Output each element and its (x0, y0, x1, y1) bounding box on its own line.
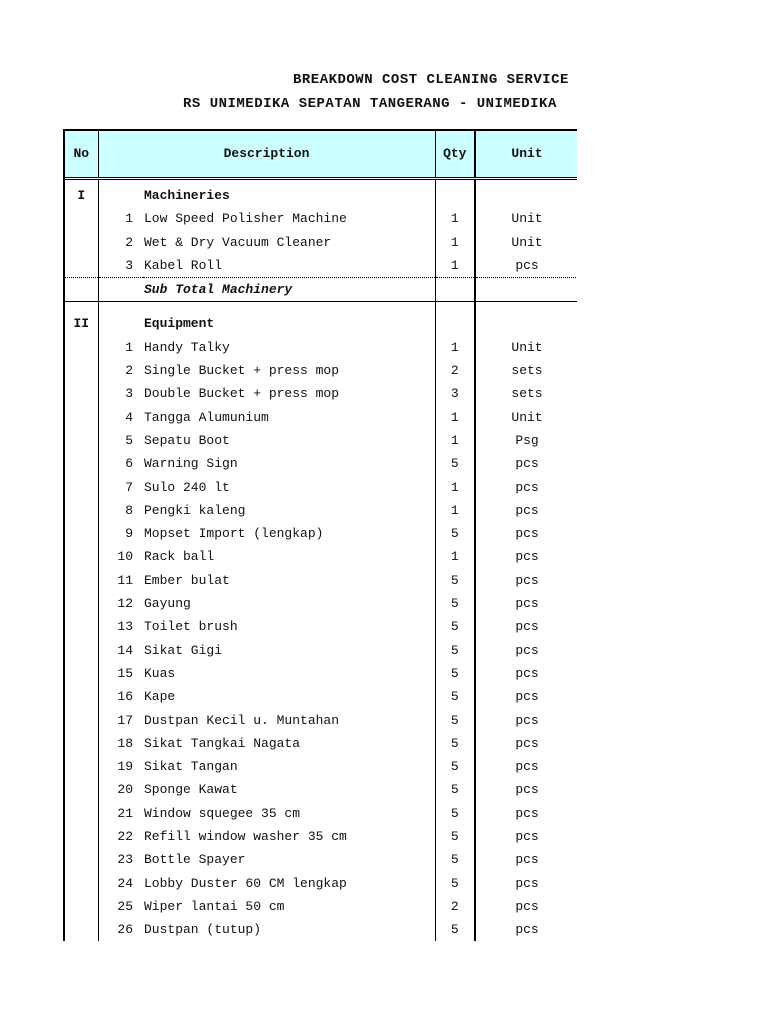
section-header-row (65, 312, 577, 335)
document-subtitle: RS UNIMEDIKA SEPATAN TANGERANG - UNIMEDIKA (183, 96, 557, 112)
item-number: 9 (125, 526, 133, 542)
item-qty: 1 (435, 336, 475, 359)
empty-cell (435, 312, 475, 335)
table-row (65, 918, 577, 941)
table-row (65, 615, 577, 638)
item-roman-empty (65, 755, 98, 778)
item-unit: pcs (475, 685, 577, 708)
item-number: 23 (117, 852, 133, 868)
item-description: Toilet brush (143, 615, 435, 638)
item-roman-empty (65, 592, 98, 615)
item-unit: pcs (475, 778, 577, 801)
table-row (65, 685, 577, 708)
item-unit: Psg (475, 429, 577, 452)
item-number: 20 (117, 782, 133, 798)
item-number: 3 (125, 257, 133, 273)
item-unit: sets (475, 359, 577, 382)
item-description: Window squegee 35 cm (143, 802, 435, 825)
empty-cell (475, 278, 577, 302)
item-unit: Unit (475, 207, 577, 230)
item-roman-empty (65, 359, 98, 382)
item-unit: pcs (475, 918, 577, 941)
item-number: 1 (125, 339, 133, 355)
table-row (65, 382, 577, 405)
table-row (65, 778, 577, 801)
table-row (65, 639, 577, 662)
table-row (65, 872, 577, 895)
subtotal-label: Sub Total Machinery (143, 278, 435, 302)
section-roman: II (65, 312, 98, 335)
item-unit: pcs (475, 662, 577, 685)
item-number: 19 (117, 759, 133, 775)
item-description: Tangga Alumunium (143, 406, 435, 429)
section-roman: I (65, 184, 98, 207)
item-number: 14 (117, 642, 133, 658)
table-row (65, 406, 577, 429)
item-qty: 5 (435, 872, 475, 895)
item-number: 18 (117, 735, 133, 751)
item-qty: 5 (435, 522, 475, 545)
header-description: Description (98, 131, 435, 179)
table-row (65, 231, 577, 254)
item-unit: pcs (475, 452, 577, 475)
header-no: No (65, 131, 98, 179)
table-row (65, 592, 577, 615)
table-header-row (65, 131, 577, 179)
item-roman-empty (65, 499, 98, 522)
empty-cell (65, 278, 98, 302)
cost-sheet (63, 129, 577, 941)
item-description: Handy Talky (143, 336, 435, 359)
item-unit: Unit (475, 231, 577, 254)
cost-table (65, 131, 577, 941)
item-number: 8 (125, 502, 133, 518)
item-unit: pcs (475, 592, 577, 615)
item-unit: pcs (475, 476, 577, 499)
empty-cell (475, 312, 577, 335)
item-roman-empty (65, 709, 98, 732)
item-qty: 5 (435, 778, 475, 801)
table-row (65, 476, 577, 499)
item-qty: 2 (435, 895, 475, 918)
header-qty: Qty (435, 131, 475, 179)
item-qty: 5 (435, 918, 475, 941)
item-roman-empty (65, 685, 98, 708)
item-qty: 5 (435, 755, 475, 778)
table-row (65, 848, 577, 871)
item-roman-empty (65, 569, 98, 592)
item-roman-empty (65, 452, 98, 475)
item-description: Single Bucket + press mop (143, 359, 435, 382)
item-roman-empty (65, 732, 98, 755)
item-unit: pcs (475, 732, 577, 755)
section-gap-row (65, 302, 577, 313)
table-row (65, 755, 577, 778)
item-roman-empty (65, 336, 98, 359)
item-description: Double Bucket + press mop (143, 382, 435, 405)
table-row (65, 336, 577, 359)
item-description: Dustpan Kecil u. Muntahan (143, 709, 435, 732)
item-roman-empty (65, 545, 98, 568)
item-qty: 1 (435, 231, 475, 254)
item-description: Sponge Kawat (143, 778, 435, 801)
empty-cell (98, 278, 143, 302)
item-roman-empty (65, 802, 98, 825)
table-row (65, 825, 577, 848)
item-unit: pcs (475, 709, 577, 732)
table-body (65, 179, 577, 942)
item-qty: 1 (435, 254, 475, 278)
item-qty: 5 (435, 639, 475, 662)
item-number: 2 (125, 234, 133, 250)
item-roman-empty (65, 522, 98, 545)
table-row (65, 709, 577, 732)
item-unit: pcs (475, 522, 577, 545)
item-roman-empty (65, 895, 98, 918)
item-number: 2 (125, 363, 133, 379)
empty-cell (435, 184, 475, 207)
item-unit: pcs (475, 254, 577, 278)
item-unit: pcs (475, 825, 577, 848)
item-number: 7 (125, 479, 133, 495)
table-row (65, 499, 577, 522)
item-description: Sikat Tangan (143, 755, 435, 778)
empty-cell (98, 184, 143, 207)
item-qty: 5 (435, 709, 475, 732)
section-name: Machineries (143, 184, 435, 207)
empty-cell (435, 302, 475, 313)
empty-cell (98, 302, 143, 313)
item-unit: pcs (475, 639, 577, 662)
item-description: Refill window washer 35 cm (143, 825, 435, 848)
item-roman-empty (65, 207, 98, 230)
item-number: 13 (117, 619, 133, 635)
item-unit: Unit (475, 336, 577, 359)
item-description: Lobby Duster 60 CM lengkap (143, 872, 435, 895)
item-number: 17 (117, 712, 133, 728)
item-roman-empty (65, 825, 98, 848)
item-roman-empty (65, 382, 98, 405)
item-number: 25 (117, 898, 133, 914)
item-unit: pcs (475, 499, 577, 522)
item-unit: sets (475, 382, 577, 405)
item-number: 21 (117, 805, 133, 821)
table-row (65, 802, 577, 825)
item-number: 12 (117, 596, 133, 612)
item-unit: pcs (475, 755, 577, 778)
item-description: Gayung (143, 592, 435, 615)
item-roman-empty (65, 662, 98, 685)
table-row (65, 732, 577, 755)
item-description: Dustpan (tutup) (143, 918, 435, 941)
item-number: 5 (125, 432, 133, 448)
table-row (65, 207, 577, 230)
item-qty: 5 (435, 592, 475, 615)
item-qty: 1 (435, 207, 475, 230)
item-roman-empty (65, 615, 98, 638)
item-unit: pcs (475, 848, 577, 871)
table-row (65, 254, 577, 278)
item-roman-empty (65, 872, 98, 895)
item-qty: 5 (435, 825, 475, 848)
item-qty: 5 (435, 685, 475, 708)
item-qty: 1 (435, 406, 475, 429)
item-qty: 5 (435, 452, 475, 475)
item-description: Sepatu Boot (143, 429, 435, 452)
item-qty: 5 (435, 732, 475, 755)
item-unit: pcs (475, 615, 577, 638)
item-qty: 1 (435, 499, 475, 522)
item-description: Kuas (143, 662, 435, 685)
subtotal-row (65, 278, 577, 302)
table-row (65, 359, 577, 382)
item-number: 24 (117, 875, 133, 891)
item-unit: Unit (475, 406, 577, 429)
item-number: 3 (125, 386, 133, 402)
item-qty: 1 (435, 429, 475, 452)
item-number: 10 (117, 549, 133, 565)
empty-cell (65, 302, 98, 313)
item-description: Rack ball (143, 545, 435, 568)
item-number: 22 (117, 829, 133, 845)
item-qty: 5 (435, 569, 475, 592)
item-roman-empty (65, 476, 98, 499)
item-description: Sikat Gigi (143, 639, 435, 662)
item-roman-empty (65, 429, 98, 452)
item-roman-empty (65, 231, 98, 254)
item-qty: 5 (435, 662, 475, 685)
item-unit: pcs (475, 802, 577, 825)
empty-cell (475, 302, 577, 313)
item-number: 1 (125, 211, 133, 227)
item-roman-empty (65, 778, 98, 801)
item-description: Wet & Dry Vacuum Cleaner (143, 231, 435, 254)
item-description: Bottle Spayer (143, 848, 435, 871)
empty-cell (475, 184, 577, 207)
table-row (65, 429, 577, 452)
item-unit: pcs (475, 872, 577, 895)
item-description: Pengki kaleng (143, 499, 435, 522)
item-roman-empty (65, 406, 98, 429)
item-number: 11 (117, 572, 133, 588)
section-name: Equipment (143, 312, 435, 335)
item-number: 6 (125, 456, 133, 472)
section-header-row (65, 184, 577, 207)
item-description: Mopset Import (lengkap) (143, 522, 435, 545)
item-unit: pcs (475, 895, 577, 918)
item-description: Warning Sign (143, 452, 435, 475)
item-roman-empty (65, 639, 98, 662)
item-number: 15 (117, 665, 133, 681)
table-row (65, 662, 577, 685)
item-description: Kabel Roll (143, 254, 435, 278)
table-row (65, 895, 577, 918)
item-roman-empty (65, 254, 98, 278)
title-line-1-wrap (0, 72, 577, 88)
header-unit: Unit (475, 131, 577, 179)
title-line-2-wrap (0, 96, 577, 112)
item-description: Low Speed Polisher Machine (143, 207, 435, 230)
item-qty: 5 (435, 802, 475, 825)
item-description: Ember bulat (143, 569, 435, 592)
item-number: 26 (117, 922, 133, 938)
item-number: 4 (125, 409, 133, 425)
item-qty: 2 (435, 359, 475, 382)
table-row (65, 569, 577, 592)
item-roman-empty (65, 918, 98, 941)
item-qty: 5 (435, 615, 475, 638)
item-qty: 1 (435, 545, 475, 568)
table-row (65, 545, 577, 568)
empty-cell (98, 312, 143, 335)
item-description: Wiper lantai 50 cm (143, 895, 435, 918)
table-row (65, 522, 577, 545)
item-roman-empty (65, 848, 98, 871)
item-number: 16 (117, 689, 133, 705)
item-qty: 3 (435, 382, 475, 405)
item-description: Sulo 240 lt (143, 476, 435, 499)
document-title: BREAKDOWN COST CLEANING SERVICE (293, 72, 569, 88)
empty-cell (435, 278, 475, 302)
item-description: Kape (143, 685, 435, 708)
table-row (65, 452, 577, 475)
item-unit: pcs (475, 545, 577, 568)
item-unit: pcs (475, 569, 577, 592)
item-qty: 5 (435, 848, 475, 871)
item-description: Sikat Tangkai Nagata (143, 732, 435, 755)
empty-cell (143, 302, 435, 313)
item-qty: 1 (435, 476, 475, 499)
